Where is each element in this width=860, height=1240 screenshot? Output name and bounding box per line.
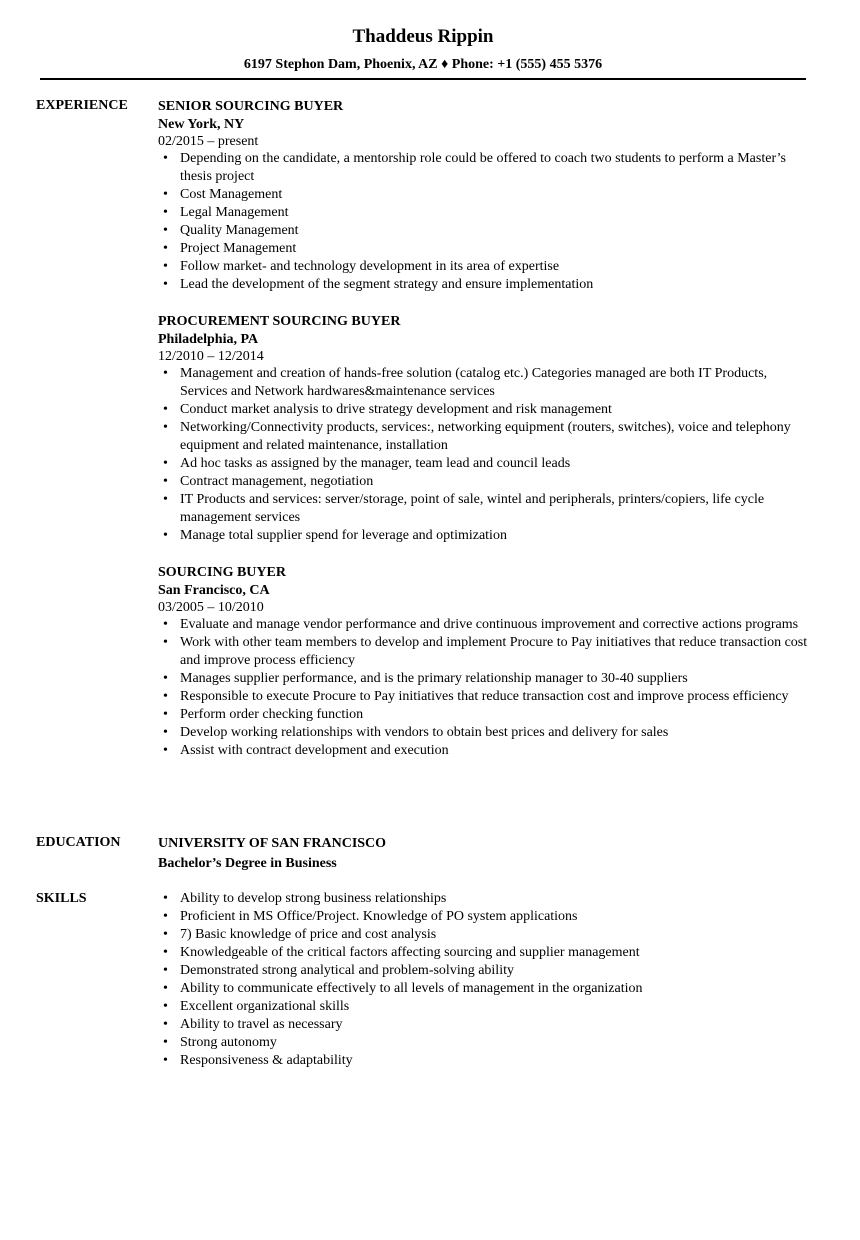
education-body bbox=[158, 834, 818, 874]
job-entry bbox=[158, 563, 818, 760]
bullet-item: • Contract management, negotiation bbox=[158, 473, 818, 491]
bullet-item: • Ad hoc tasks as assigned by the manager, team lead and council leads bbox=[158, 455, 818, 473]
bullet-item: • IT Products and services: server/storage, point of sale, wintel and peripherals, printers/copiers, life cycle management services bbox=[158, 491, 818, 527]
job-bullets bbox=[158, 365, 818, 545]
bullet-item: • Evaluate and manage vendor performance and drive continuous improvement and corrective actions programs bbox=[158, 616, 818, 634]
bullet-item: • Project Management bbox=[158, 240, 818, 258]
school-name: UNIVERSITY OF SAN FRANCISCO bbox=[158, 836, 387, 851]
skill-item: • Proficient in MS Office/Project. Knowledge of PO system applications bbox=[158, 908, 818, 926]
skill-item: • Excellent organizational skills bbox=[158, 998, 818, 1016]
job-title: PROCUREMENT SOURCING BUYER bbox=[158, 314, 401, 329]
experience-body bbox=[158, 97, 818, 778]
skill-item: • Knowledgeable of the critical factors affecting sourcing and supplier management bbox=[158, 944, 818, 962]
skill-item: • Demonstrated strong analytical and problem-solving ability bbox=[158, 962, 818, 980]
bullet-item: • Legal Management bbox=[158, 204, 818, 222]
job-entry bbox=[158, 312, 818, 545]
bullet-item: • Develop working relationships with vendors to obtain best prices and delivery for sales bbox=[158, 724, 818, 742]
job-dates: 02/2015 – present bbox=[158, 134, 259, 149]
degree: Bachelor’s Degree in Business bbox=[158, 856, 337, 871]
bullet-item: • Assist with contract development and execution bbox=[158, 742, 818, 760]
resume-header bbox=[40, 24, 806, 80]
skill-item: • 7) Basic knowledge of price and cost analysis bbox=[158, 926, 818, 944]
job-location: New York, NY bbox=[158, 117, 245, 132]
bullet-item: • Networking/Connectivity products, services:, networking equipment (routers, switches), voice and telephony equipment and related maintenance, installation bbox=[158, 419, 818, 455]
job-dates: 12/2010 – 12/2014 bbox=[158, 349, 264, 364]
section-label-skills: SKILLS bbox=[36, 891, 87, 906]
skills-body bbox=[158, 890, 818, 1070]
bullet-item: • Responsible to execute Procure to Pay initiatives that reduce transaction cost and improve process efficiency bbox=[158, 688, 818, 706]
job-location: Philadelphia, PA bbox=[158, 332, 259, 347]
skills-list bbox=[158, 890, 818, 1070]
job-bullets bbox=[158, 616, 818, 760]
bullet-item: • Conduct market analysis to drive strategy development and risk management bbox=[158, 401, 818, 419]
job-dates: 03/2005 – 10/2010 bbox=[158, 600, 264, 615]
bullet-item: • Follow market- and technology development in its area of expertise bbox=[158, 258, 818, 276]
bullet-item: • Management and creation of hands-free solution (catalog etc.) Categories managed are both IT Products, Services and Network hardwares&maintenance services bbox=[158, 365, 818, 401]
job-title: SENIOR SOURCING BUYER bbox=[158, 99, 344, 114]
section-label-education: EDUCATION bbox=[36, 835, 121, 850]
skill-item: • Ability to travel as necessary bbox=[158, 1016, 818, 1034]
bullet-item: • Work with other team members to develop and implement Procure to Pay initiatives that reduce transaction cost and improve process efficiency bbox=[158, 634, 818, 670]
skill-item: • Ability to develop strong business relationships bbox=[158, 890, 818, 908]
candidate-name: Thaddeus Rippin bbox=[352, 26, 494, 47]
job-location: San Francisco, CA bbox=[158, 583, 270, 598]
section-label-experience: EXPERIENCE bbox=[36, 98, 128, 113]
job-entry bbox=[158, 97, 818, 294]
bullet-item: • Quality Management bbox=[158, 222, 818, 240]
skill-item: • Strong autonomy bbox=[158, 1034, 818, 1052]
header-divider bbox=[40, 78, 806, 80]
bullet-item: • Depending on the candidate, a mentorship role could be offered to coach two students to perform a Master’s thesis project bbox=[158, 150, 818, 186]
job-bullets bbox=[158, 150, 818, 294]
job-title: SOURCING BUYER bbox=[158, 565, 286, 580]
bullet-item: • Cost Management bbox=[158, 186, 818, 204]
bullet-item: • Lead the development of the segment strategy and ensure implementation bbox=[158, 276, 818, 294]
skill-item: • Responsiveness & adaptability bbox=[158, 1052, 818, 1070]
skill-item: • Ability to communicate effectively to all levels of management in the organization bbox=[158, 980, 818, 998]
bullet-item: • Perform order checking function bbox=[158, 706, 818, 724]
bullet-item: • Manages supplier performance, and is the primary relationship manager to 30-40 suppliers bbox=[158, 670, 818, 688]
contact-line: 6197 Stephon Dam, Phoenix, AZ ♦ Phone: +1 (555) 455 5376 bbox=[243, 57, 603, 72]
bullet-item: • Manage total supplier spend for leverage and optimization bbox=[158, 527, 818, 545]
